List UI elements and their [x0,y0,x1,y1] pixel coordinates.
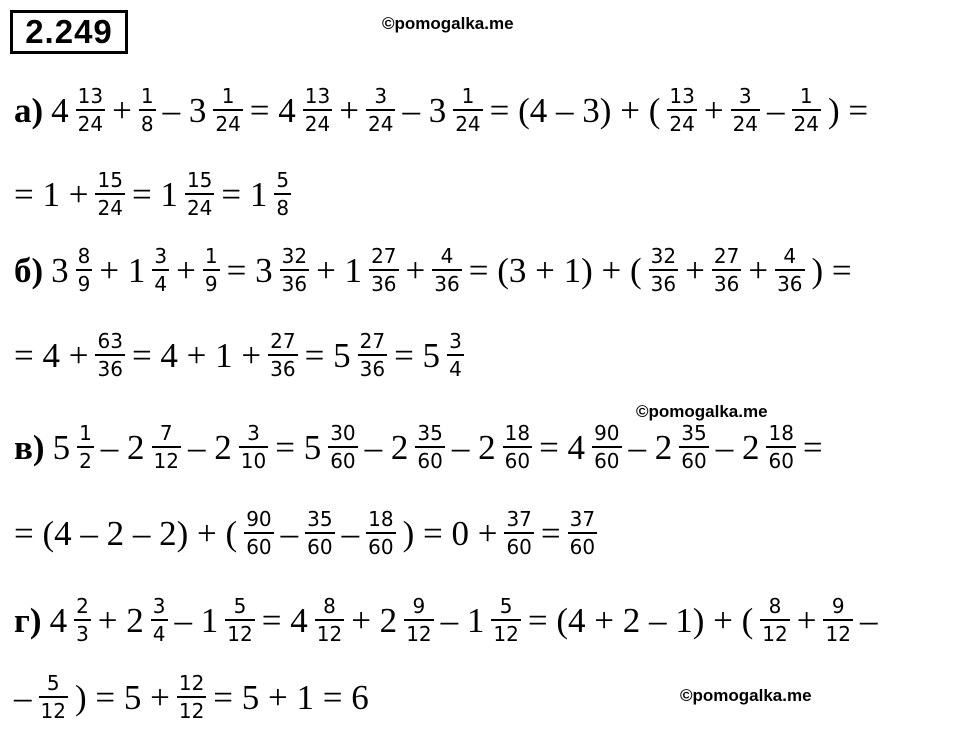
fraction [366,509,395,557]
fraction [315,596,344,644]
numerator: 30 [330,421,356,445]
solution-line [10,503,600,563]
numerator: 9 [831,594,845,618]
expression-text: – 2 [188,427,232,467]
expression-text: = 4 [261,600,308,640]
expression-text: + [748,250,769,290]
expression-text: – [859,600,878,640]
expression-text: = 1 [131,174,178,214]
fraction [503,423,532,471]
numerator: 27 [359,329,386,353]
denominator: 9 [76,269,93,294]
watermark: ©pomogalka.me [680,686,812,705]
denominator: 12 [225,619,254,644]
solution-line [10,590,881,650]
expression-text: 4 [49,600,68,640]
fraction [792,86,821,134]
expression-text: + [339,90,359,130]
numerator: 5 [233,594,247,618]
watermark: ©pomogalka.me [382,14,514,33]
fraction [76,86,105,134]
numerator: 7 [159,421,173,445]
fraction [139,86,156,134]
fraction [358,331,387,379]
denominator: 60 [244,532,273,557]
denominator: 24 [95,193,124,218]
numerator: 32 [650,244,677,268]
expression-text: – [341,513,360,553]
fraction [447,331,464,379]
numerator: 13 [77,84,104,108]
numerator: 5 [46,671,60,695]
fraction [775,246,804,294]
numerator: 18 [504,421,531,445]
fraction [244,509,273,557]
fraction [280,246,309,294]
denominator: 36 [775,269,804,294]
denominator: 60 [328,446,357,471]
numerator: 27 [713,244,740,268]
solution-line [10,164,294,224]
solution-line [10,80,872,140]
expression-text: = 4 [249,90,296,130]
denominator: 8 [139,109,156,134]
denominator: 60 [766,446,795,471]
denominator: 4 [447,354,464,379]
expression-text: + [176,250,196,290]
fraction [303,86,332,134]
fraction [274,170,291,218]
fraction [760,596,789,644]
expression-text: ) = [811,250,852,290]
expression-text: = 4 [539,427,586,467]
fraction [592,423,621,471]
fraction [649,246,678,294]
denominator: 12 [39,696,68,721]
numerator: 37 [506,507,532,531]
fraction [185,170,214,218]
solution-line [10,325,467,385]
denominator: 12 [760,619,789,644]
numerator: 35 [417,421,443,445]
denominator: 4 [152,269,169,294]
numerator: 5 [499,594,513,618]
fraction [76,246,93,294]
numerator: 32 [281,244,308,268]
numerator: 18 [368,507,394,531]
expression-text: – 2 [364,427,409,467]
fraction [667,86,696,134]
numerator: 13 [669,84,695,108]
denominator: 60 [503,446,532,471]
numerator: 35 [681,421,707,445]
fraction [95,170,124,218]
fraction [504,509,533,557]
expression-text: + [112,90,132,130]
numerator: 90 [246,507,272,531]
watermark: ©pomogalka.me [636,402,768,421]
numerator: 3 [154,244,168,268]
denominator: 12 [823,619,852,644]
expression-text: 3 [51,250,69,290]
expression-text: + 2 [351,600,398,640]
denominator: 12 [491,619,520,644]
numerator: 3 [152,594,166,618]
numerator: 3 [247,421,260,445]
denominator: 36 [268,354,297,379]
denominator: 9 [203,269,220,294]
denominator: 24 [731,109,760,134]
fraction [404,596,433,644]
denominator: 60 [568,532,597,557]
expression-text: = (4 + 2 – 1) + ( [527,600,754,640]
expression-text: – 2 [628,427,673,467]
denominator: 24 [76,109,105,134]
denominator: 12 [315,619,344,644]
fraction [268,331,297,379]
expression-text: – 2 [715,427,760,467]
fraction [39,673,68,721]
fraction [213,86,242,134]
numerator: 1 [799,84,813,108]
expression-text: + [405,250,426,290]
denominator: 60 [415,446,444,471]
fraction [239,423,268,471]
expression-text: = [540,513,561,553]
denominator: 12 [152,446,181,471]
expression-text: = 3 [226,250,273,290]
solution-line [10,417,827,477]
expression-text: – 2 [451,427,496,467]
fraction [712,246,741,294]
fraction [328,423,357,471]
expression-text: = 5 [275,427,322,467]
expression-text: + 1 [99,250,146,290]
part-label: в) [14,427,45,467]
fraction [679,423,708,471]
numerator: 15 [186,168,213,192]
fraction [152,246,169,294]
numerator: 1 [140,84,154,108]
fraction [823,596,852,644]
expression-text: = 4 + 1 + [131,335,262,375]
numerator: 15 [97,168,123,192]
fraction [151,596,168,644]
numerator: 4 [783,244,797,268]
fraction [453,86,482,134]
denominator: 24 [667,109,696,134]
denominator: 36 [280,269,309,294]
expression-text: = 1 [221,174,268,214]
expression-text: 4 [51,90,69,130]
expression-text: ) = 0 + [402,513,498,553]
numerator: 1 [221,84,235,108]
denominator: 60 [504,532,533,557]
denominator: 8 [274,193,291,218]
part-label: б) [14,250,44,290]
expression-text: – 1 [174,600,219,640]
denominator: 36 [95,354,124,379]
denominator: 12 [177,696,206,721]
numerator: 3 [449,329,462,353]
expression-text: = [802,427,823,467]
solution-line [10,240,856,300]
expression-text: – [14,677,32,717]
expression-text: = (4 – 3) + ( [489,90,661,130]
fraction [568,509,597,557]
numerator: 4 [440,244,454,268]
denominator: 24 [213,109,242,134]
fraction [432,246,461,294]
expression-text: + [685,250,705,290]
numerator: 2 [76,594,89,618]
numerator: 27 [270,329,296,353]
denominator: 36 [649,269,678,294]
denominator: 36 [369,269,398,294]
numerator: 1 [79,421,92,445]
numerator: 5 [276,168,290,192]
numerator: 1 [204,244,218,268]
expression-text: + 2 [97,600,144,640]
fraction [366,86,395,134]
fraction [491,596,520,644]
denominator: 36 [358,354,387,379]
expression-text: = 5 + 1 = 6 [213,677,369,717]
denominator: 60 [679,446,708,471]
expression-text: + [796,600,817,640]
fraction [415,423,444,471]
numerator: 90 [594,421,620,445]
problem-number: 2.249 [10,10,128,54]
denominator: 60 [592,446,621,471]
part-label: г) [14,600,42,640]
fraction [177,673,206,721]
expression-text: – 3 [162,90,207,130]
fraction [305,509,334,557]
denominator: 4 [151,619,168,644]
numerator: 8 [323,594,336,618]
expression-text: – 1 [440,600,485,640]
expression-text: – 3 [402,90,447,130]
fraction [766,423,795,471]
denominator: 24 [792,109,821,134]
numerator: 1 [461,84,475,108]
fraction [369,246,398,294]
numerator: 27 [371,244,397,268]
expression-text: = 1 + [14,174,89,214]
denominator: 60 [305,532,334,557]
expression-text: 5 [52,427,71,467]
denominator: 24 [453,109,482,134]
denominator: 2 [77,446,94,471]
expression-text: – [767,90,785,130]
numerator: 3 [374,84,388,108]
fraction [77,423,94,471]
numerator: 8 [768,594,782,618]
numerator: 63 [97,329,123,353]
part-label: а) [14,90,44,130]
expression-text: ) = 5 + [74,677,170,717]
numerator: 35 [307,507,333,531]
expression-text: = 5 [394,335,441,375]
expression-text: – 2 [100,427,145,467]
fraction [203,246,220,294]
numerator: 18 [768,421,794,445]
expression-text: + [703,90,724,130]
denominator: 24 [303,109,332,134]
numerator: 8 [77,244,91,268]
expression-text: = (4 – 2 – 2) + ( [14,513,238,553]
fraction [152,423,181,471]
numerator: 3 [738,84,752,108]
denominator: 10 [239,446,268,471]
denominator: 60 [366,532,395,557]
numerator: 13 [304,84,331,108]
fraction [95,331,124,379]
denominator: 12 [404,619,433,644]
expression-text: – [280,513,299,553]
denominator: 24 [366,109,395,134]
numerator: 9 [412,594,426,618]
denominator: 3 [74,619,91,644]
expression-text: + 1 [316,250,363,290]
denominator: 24 [185,193,214,218]
numerator: 37 [569,507,596,531]
expression-text: = (3 + 1) + ( [468,250,642,290]
expression-text: ) = [827,90,869,130]
expression-text: = 4 + [14,335,89,375]
denominator: 36 [712,269,741,294]
denominator: 36 [432,269,461,294]
solution-line [10,667,373,727]
expression-text: = 5 [304,335,351,375]
fraction [731,86,760,134]
fraction [74,596,91,644]
numerator: 12 [178,671,205,695]
fraction [225,596,254,644]
